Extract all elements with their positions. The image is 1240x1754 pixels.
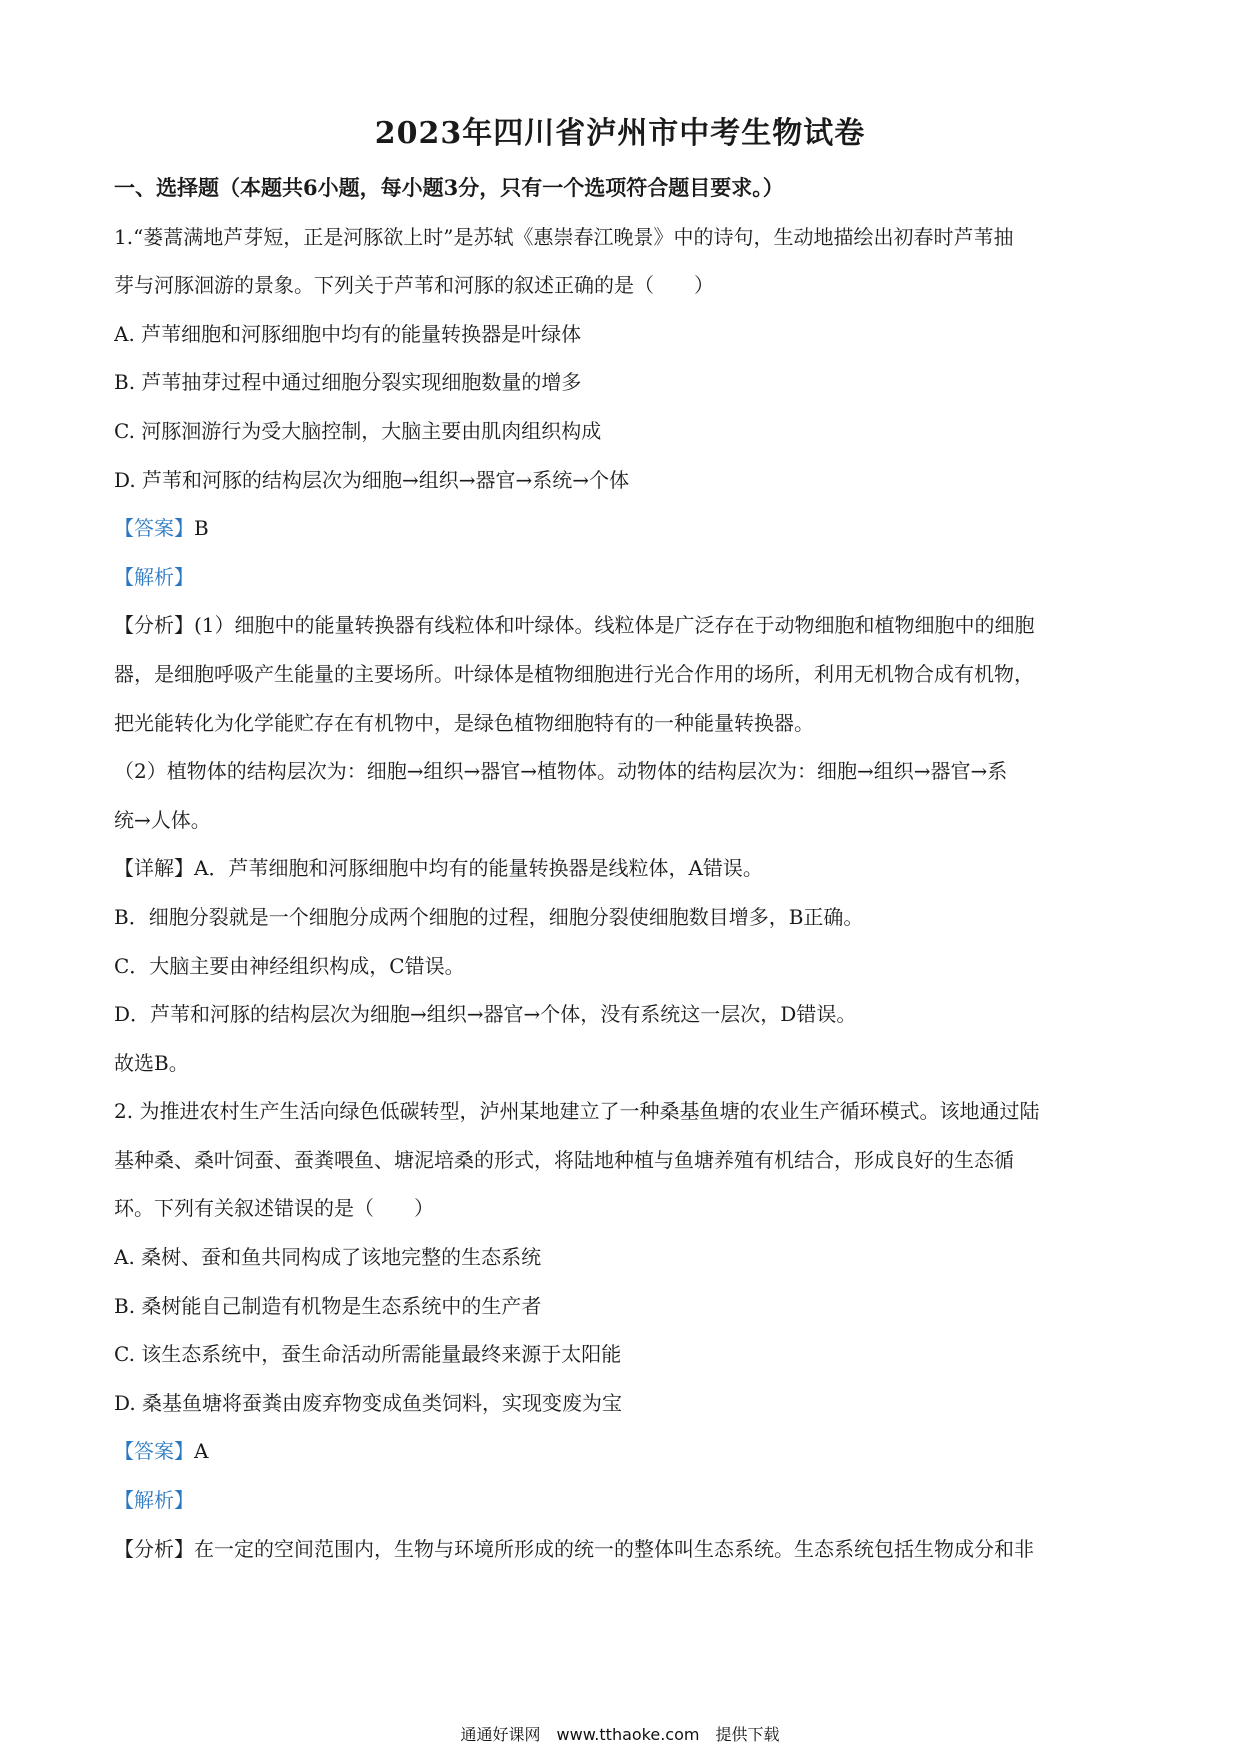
question-2-answer [114, 1427, 1126, 1476]
answer-label: 【答案】 [114, 516, 194, 541]
question-2-stem-line-3: 环。下列有关叙述错误的是（ ） [114, 1196, 434, 1221]
question-1-option-b: B. 芦苇抽芽过程中通过细胞分裂实现细胞数量的增多 [114, 370, 582, 395]
question-1-xiangjie-line-2: B．细胞分裂就是一个细胞分成两个细胞的过程，细胞分裂使细胞数目增多，B正确。 [114, 904, 864, 929]
question-2-stem-line-1: 2. 为推进农村生产生活向绿色低碳转型，泸州某地建立了一种桑基鱼塘的农业生产循环模式。该地通过陆 [114, 1099, 1040, 1124]
question-1-option-d: D. 芦苇和河豚的结构层次为细胞→组织→器官→系统→个体 [114, 467, 630, 492]
question-2-option-b: B. 桑树能自己制造有机物是生态系统中的生产者 [114, 1293, 542, 1318]
analysis-label: 【解析】 [114, 1488, 194, 1513]
question-2-option-a: A. 桑树、蚕和鱼共同构成了该地完整的生态系统 [114, 1245, 542, 1270]
xiangjie-label: 【详解】 [114, 856, 194, 881]
question-2-stem-line-2: 基种桑、桑叶饲蚕、蚕粪喂鱼、塘泥培桑的形式，将陆地种植与鱼塘养殖有机结合，形成良好的生态循 [114, 1147, 1014, 1172]
question-1-option-c: C. 河豚洄游行为受大脑控制，大脑主要由肌肉组织构成 [114, 418, 602, 443]
fenxi-label: 【分析】 [114, 613, 194, 638]
answer-value: A [194, 1439, 209, 1464]
question-1-fenxi-line-1 [114, 601, 1126, 650]
question-1-xiangjie-line-1 [114, 844, 1126, 893]
section-heading: 一、选择题（本题共6小题，每小题3分，只有一个选项符合题目要求。） [114, 175, 784, 200]
document-body [114, 164, 1126, 1573]
xiangjie-text: A．芦苇细胞和河豚细胞中均有的能量转换器是线粒体，A错误。 [194, 856, 763, 881]
question-1-fenxi-line-4: （2）植物体的结构层次为：细胞→组织→器官→植物体。动物体的结构层次为：细胞→组织→器官→系 [114, 759, 1008, 784]
fenxi-text: 在一定的空间范围内，生物与环境所形成的统一的整体叫生态系统。生态系统包括生物成分和非 [194, 1536, 1034, 1561]
question-1-answer [114, 504, 1126, 553]
question-1-stem-line-1: 1.“蒌蒿满地芦芽短，正是河豚欲上时”是苏轼《惠崇春江晚景》中的诗句，生动地描绘出初春时芦苇抽 [114, 224, 1014, 249]
answer-label: 【答案】 [114, 1439, 194, 1464]
fenxi-text: (1）细胞中的能量转换器有线粒体和叶绿体。线粒体是广泛存在于动物细胞和植物细胞中的细胞 [194, 613, 1035, 638]
question-1-fenxi-line-3: 把光能转化为化学能贮存在有机物中，是绿色植物细胞特有的一种能量转换器。 [114, 710, 814, 735]
page-title: 2023年四川省泸州市中考生物试卷 [374, 116, 866, 151]
question-1-analysis-heading [114, 553, 1126, 602]
question-2-option-c: C. 该生态系统中，蚕生命活动所需能量最终来源于太阳能 [114, 1342, 622, 1367]
question-2-option-d: D. 桑基鱼塘将蚕粪由废弃物变成鱼类饲料，实现变废为宝 [114, 1390, 623, 1415]
question-1-fenxi-line-5: 统→人体。 [114, 807, 211, 832]
question-2-analysis-heading [114, 1476, 1126, 1525]
page-footer: 通通好课网 www.tthaoke.com 提供下载 [460, 1725, 780, 1744]
question-1-conclusion: 故选B。 [114, 1050, 189, 1075]
fenxi-label: 【分析】 [114, 1536, 194, 1561]
question-1-xiangjie-line-3: C．大脑主要由神经组织构成，C错误。 [114, 953, 465, 978]
question-1-xiangjie-line-4: D．芦苇和河豚的结构层次为细胞→组织→器官→个体，没有系统这一层次，D错误。 [114, 1002, 857, 1027]
question-1-stem-line-2: 芽与河豚洄游的景象。下列关于芦苇和河豚的叙述正确的是（ ） [114, 273, 714, 298]
analysis-label: 【解析】 [114, 564, 194, 589]
answer-value: B [194, 516, 209, 541]
question-2-fenxi-line-1 [114, 1525, 1126, 1574]
question-1-fenxi-line-2: 器，是细胞呼吸产生能量的主要场所。叶绿体是植物细胞进行光合作用的场所，利用无机物合成有机物， [114, 661, 1034, 686]
question-1-option-a: A. 芦苇细胞和河豚细胞中均有的能量转换器是叶绿体 [114, 321, 582, 346]
